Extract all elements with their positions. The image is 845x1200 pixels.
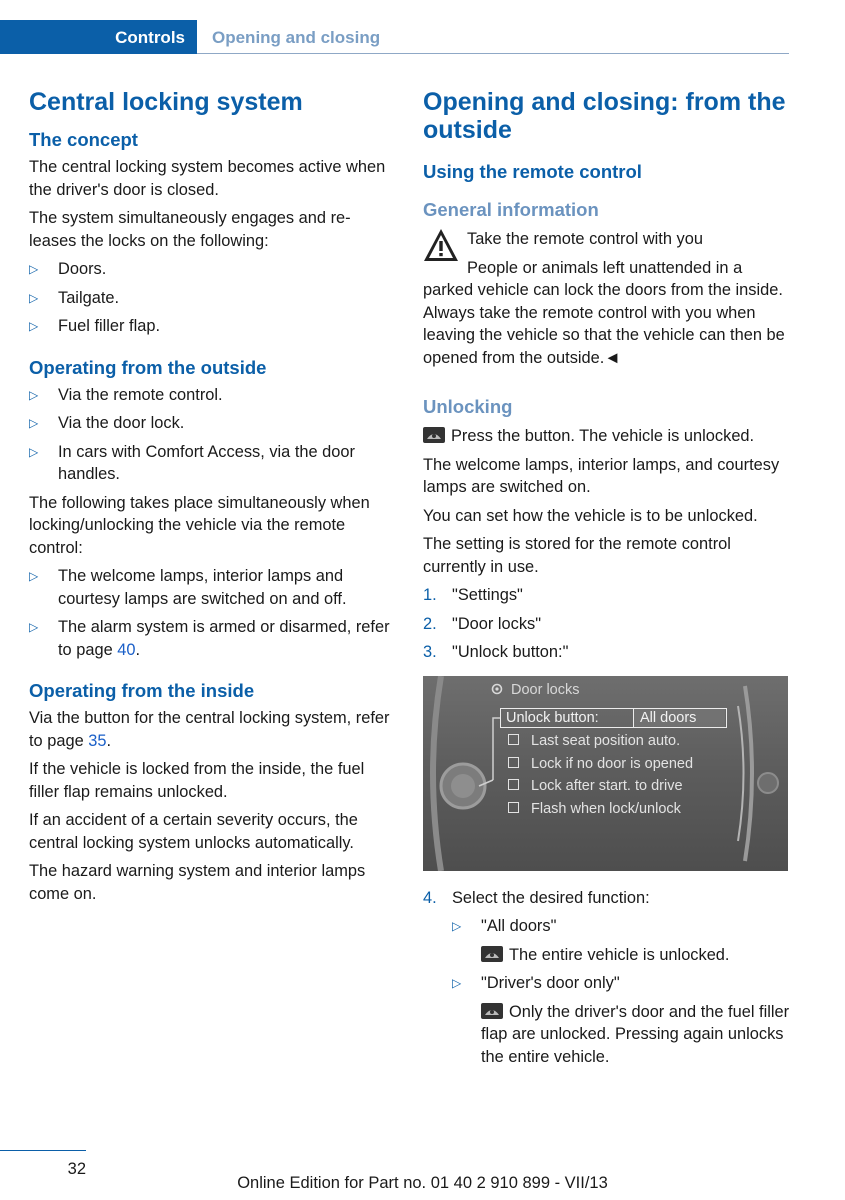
step-text: "Settings" — [452, 586, 523, 604]
list-item: ▷ Fuel filler flap. — [29, 315, 391, 338]
outside-list — [29, 384, 391, 486]
set-paragraph: You can set how the vehicle is to be unlocked. — [423, 506, 758, 525]
list-item: ▷ Doors. — [29, 258, 391, 281]
option-lock-after-start[interactable] — [508, 777, 683, 795]
concept-list — [29, 258, 391, 338]
page-35-link[interactable]: 35 — [88, 731, 107, 750]
list-item: ▷ Via the remote control. — [29, 384, 391, 407]
remote-control-icon — [481, 946, 503, 962]
step-number: 3. — [423, 643, 437, 661]
general-info-heading: General information — [423, 199, 599, 220]
concept-heading: The concept — [29, 129, 138, 150]
checkbox[interactable] — [508, 757, 519, 768]
outside-paragraph: The following takes place simultaneously when locking/unlocking the vehicle via the remote control: — [29, 493, 370, 557]
right-column — [423, 88, 795, 1074]
checkbox[interactable] — [508, 734, 519, 745]
step-text: "Door locks" — [452, 614, 542, 633]
warning-title: Take the remote control with you — [467, 230, 703, 248]
sub-option-text: The entire vehicle is unlocked. — [509, 945, 730, 964]
steps-list-2 — [423, 887, 795, 1069]
screen-title-text: Door locks — [511, 681, 580, 698]
sub-options-list — [452, 915, 795, 1068]
settings-gear-icon — [489, 682, 505, 696]
list-item: ▷ In cars with Comfort Access, via the door handles. — [29, 441, 391, 486]
press-button-line — [423, 425, 795, 448]
option-label: Lock after start. to drive — [531, 777, 683, 794]
checkbox[interactable] — [508, 802, 519, 813]
edition-line: Online Edition for Part no. 01 40 2 910 899 - VII/13 — [237, 1174, 608, 1192]
option-last-seat[interactable] — [508, 732, 680, 750]
footer-divider — [0, 1150, 86, 1151]
list-item: ▷ Via the door lock. — [29, 412, 391, 435]
list-item — [29, 616, 391, 661]
concept-paragraph-1: The central locking system becomes active when the driver's door is closed. — [29, 158, 386, 199]
list-item: ▷ "All doors" — [452, 915, 795, 938]
sub-option-text: Only the driver's door and the fuel filler flap are unlocked. Pressing again unlocks the entire vehicle. — [481, 1002, 790, 1066]
steps-list — [423, 584, 795, 664]
step-number: 1. — [423, 586, 437, 604]
list-item-text: The alarm system is armed or disarmed, refer to page — [58, 618, 390, 659]
list-item — [423, 613, 795, 636]
inside-text: Via the button for the central locking system, refer to page — [29, 709, 390, 750]
remote-control-icon — [481, 1003, 503, 1019]
list-item — [423, 584, 795, 607]
inside-heading: Operating from the inside — [29, 680, 255, 701]
left-column — [29, 88, 391, 911]
outside-heading: Operating from the outside — [29, 356, 267, 378]
header-divider — [197, 53, 789, 54]
option-flash[interactable] — [508, 800, 681, 818]
option-lock-no-door[interactable] — [508, 755, 693, 773]
idrive-screen-image — [423, 676, 788, 871]
list-item: ▷ The welcome lamps, interior lamps and courtesy lamps are switched on and off. — [29, 565, 391, 610]
warning-text: People or animals left unattended in a parked vehicle can lock the doors from the inside. Always take the remote control with you when leaving the vehicle so that the vehicle can then be opened from the outside.◄ — [423, 258, 785, 367]
opening-closing-title: Opening and closing: from the outside — [423, 88, 786, 144]
checkbox[interactable] — [508, 779, 519, 790]
inside-paragraph-2: If the vehicle is locked from the inside, the fuel filler flap remains unlocked. — [29, 760, 365, 801]
list-item — [423, 641, 795, 664]
unlock-label: Unlock button: — [506, 709, 599, 726]
stored-paragraph: The setting is stored for the remote control currently in use. — [423, 535, 731, 576]
remote-control-icon — [423, 427, 445, 443]
step-text: Select the desired function: — [452, 888, 650, 907]
warning-triangle-icon — [423, 228, 459, 262]
unlocking-heading: Unlocking — [423, 396, 513, 417]
option-label: Last seat position auto. — [531, 732, 681, 749]
list-item: ▷ "Driver's door only" — [452, 972, 795, 995]
step-number: 2. — [423, 614, 437, 633]
sub-option-desc — [452, 1001, 795, 1069]
press-button-text: Press the button. The vehicle is unlocked. — [451, 427, 755, 445]
outside-list-2 — [29, 565, 391, 661]
inside-paragraph-1 — [29, 707, 391, 752]
inside-paragraph-3: If an accident of a certain severity occurs, the central locking system unlocks automatically. — [29, 811, 358, 852]
remote-heading: Using the remote control — [423, 161, 642, 182]
screen-frame-decor — [423, 676, 788, 871]
option-label: Lock if no door is opened — [531, 755, 694, 772]
central-locking-title: Central locking system — [29, 88, 303, 116]
warning-block — [423, 228, 795, 369]
unlock-value[interactable]: All doors — [633, 709, 725, 727]
page-header — [0, 20, 845, 54]
inside-punct: . — [106, 731, 112, 750]
sub-option-desc — [452, 944, 795, 967]
inside-paragraph-4: The hazard warning system and interior lamps come on. — [29, 862, 366, 903]
step-number: 4. — [423, 888, 437, 907]
list-item: ▷ Tailgate. — [29, 287, 391, 310]
concept-paragraph-2: The system simultaneously engages and releases the locks on the following: — [29, 209, 351, 250]
lamps-paragraph: The welcome lamps, interior lamps, and courtesy lamps are switched on. — [423, 455, 780, 496]
section-label: Opening and closing — [212, 28, 381, 47]
screen-title — [489, 679, 580, 702]
list-item-punct: . — [135, 640, 141, 659]
step-text: "Unlock button:" — [452, 643, 569, 661]
option-label: Flash when lock/unlock — [531, 800, 681, 817]
chapter-tab: Controls — [0, 20, 197, 54]
page-number: 32 — [67, 1160, 86, 1178]
unlock-button-setting[interactable] — [500, 708, 727, 728]
list-item — [423, 887, 795, 1069]
page-40-link[interactable]: 40 — [117, 640, 136, 659]
